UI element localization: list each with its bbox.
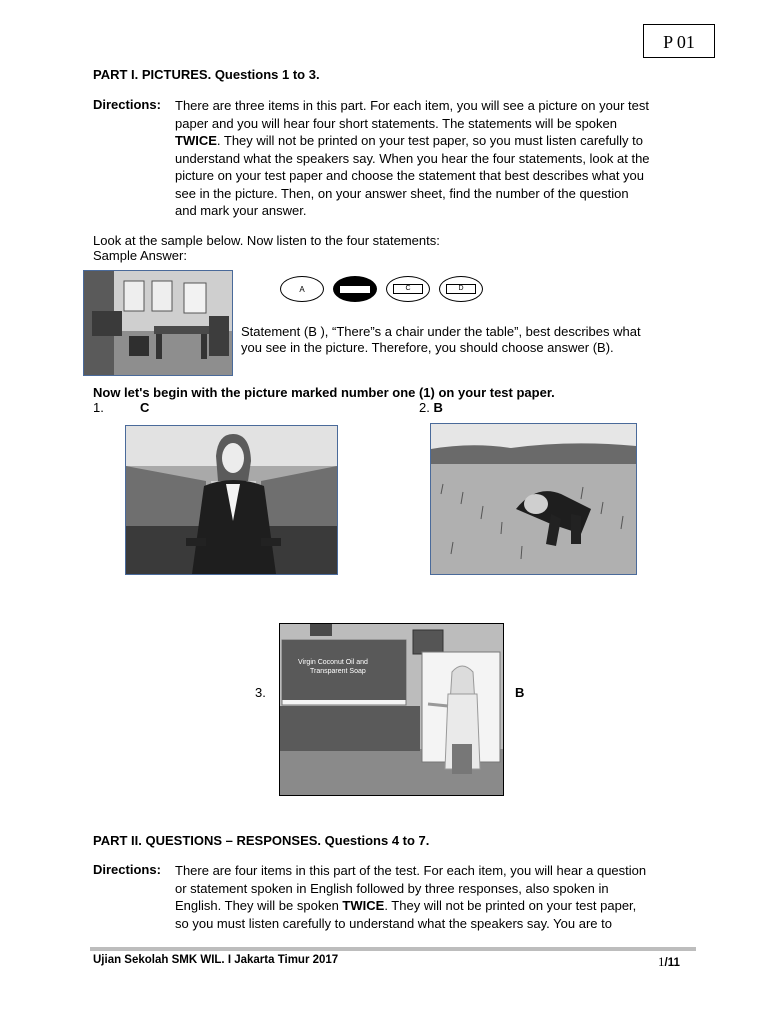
- begin-instruction: Now let's begin with the picture marked number one (1) on your test paper.: [93, 385, 555, 400]
- directions-line: understand what the speakers say. When you hear the four statements, look at the: [175, 150, 650, 166]
- q1-answer: C: [140, 400, 150, 415]
- sample-option-b-selected: [333, 276, 377, 302]
- sample-explanation-line: Statement (B ), “There”s a chair under the table”, best describes what: [241, 324, 641, 339]
- sample-option-a: A: [280, 276, 324, 302]
- directions-line: and mark your answer.: [175, 203, 307, 218]
- slide-title-2: Transparent Soap: [310, 668, 366, 675]
- directions-line: paper and you will hear four short statements. The statements will be spoken: [175, 115, 617, 131]
- part1-directions-text: [175, 97, 697, 220]
- sample-option-c: C: [386, 276, 430, 302]
- part1-heading: PART I. PICTURES. Questions 1 to 3.: [93, 67, 320, 82]
- directions-line: TWICE. They will not be printed on your test paper, so you must listen carefully to: [175, 133, 643, 148]
- directions-line: There are three items in this part. For each item, you will see a picture on your test: [175, 98, 649, 113]
- sample-intro: Look at the sample below. Now listen to the four statements:: [93, 233, 440, 248]
- footer-exam-title: Ujian Sekolah SMK WIL. I Jakarta Timur 2017: [93, 954, 339, 966]
- sample-explanation: [241, 324, 641, 356]
- sample-option-d: D: [439, 276, 483, 302]
- part2-directions-text: [175, 862, 697, 932]
- q3-answer: B: [515, 685, 525, 700]
- footer-divider: [90, 947, 696, 951]
- directions-line: English. They will be spoken TWICE. They will not be printed on your test paper,: [175, 898, 637, 913]
- directions-line: see in the picture. Then, on your answer sheet, find the number of the question: [175, 185, 629, 201]
- sample-office-photo: [83, 270, 233, 376]
- q2-label: 2. B: [419, 400, 443, 415]
- directions-line: or statement spoken in English followed by three responses, also spoken in: [175, 880, 609, 896]
- directions-line: There are four items in this part of the test. For each item, you will hear a question: [175, 863, 647, 878]
- part2-heading: PART II. QUESTIONS – RESPONSES. Questions 4 to 7.: [93, 833, 430, 848]
- part1-directions-label: Directions:: [93, 97, 161, 112]
- q2-rice-field-photo: [430, 423, 637, 575]
- sample-answer-label: Sample Answer:: [93, 248, 187, 263]
- q3-presentation-photo: [279, 623, 504, 796]
- q1-flight-attendant-photo: [125, 425, 338, 575]
- part2-directions-label: Directions:: [93, 862, 161, 877]
- directions-line: so you must listen carefully to understand what the speakers say. You are to: [175, 915, 612, 931]
- directions-line: picture on your test paper and choose the statement that best describes what you: [175, 168, 645, 183]
- slide-title-1: Virgin Coconut Oil and: [298, 659, 368, 666]
- footer-page-number: 1/11: [658, 954, 680, 969]
- selected-mark: [340, 286, 370, 293]
- page-code-box: P 01: [643, 24, 715, 58]
- q3-number: 3.: [255, 685, 266, 700]
- q1-number: 1.: [93, 400, 104, 415]
- sample-explanation-line: you see in the picture. Therefore, you should choose answer (B).: [241, 340, 614, 355]
